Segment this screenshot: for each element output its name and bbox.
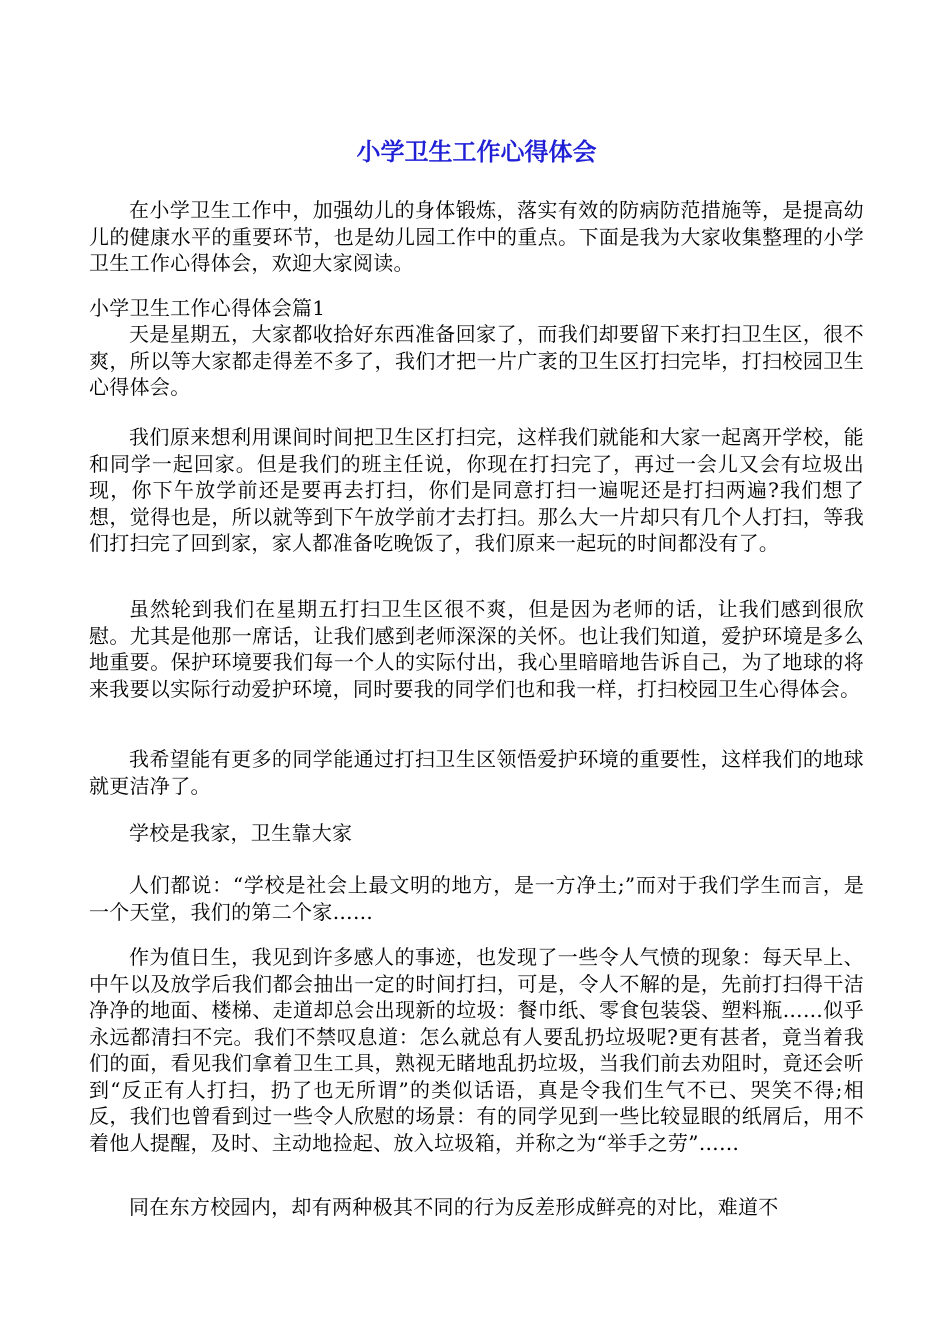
document-page [89, 0, 864, 1344]
intro-paragraph: 在小学卫生工作中，加强幼儿的身体锻炼，落实有效的防病防范措施等，是提高幼儿的健康水平的重要环节，也是幼儿园工作中的重点。下面是我为大家收集整理的小学卫生工作心得体会，欢迎大家阅读。 [89, 198, 864, 275]
subheading-paragraph: 学校是我家，卫生靠大家 [129, 821, 353, 845]
document-title: 小学卫生工作心得体会 [356, 138, 597, 166]
section-heading: 小学卫生工作心得体会篇1 [89, 296, 326, 320]
body-paragraph: 同在东方校园内，却有两种极其不同的行为反差形成鲜亮的对比，难道不 [129, 1195, 779, 1219]
body-paragraph: 人们都说：“学校是社会上最文明的地方，是一方净土;”而对于我们学生而言，是一个天堂，我们的第二个家…… [89, 873, 864, 924]
body-paragraph: 天是星期五，大家都收拾好东西准备回家了，而我们却要留下来打扫卫生区，很不爽，所以等大家都走得差不多了，我们才把一片广袤的卫生区打扫完毕，打扫校园卫生心得体会。 [89, 322, 864, 399]
body-paragraph: 作为值日生，我见到许多感人的事迹，也发现了一些令人气愤的现象：每天早上、中午以及放学后我们都会抽出一定的时间打扫，可是，令人不解的是，先前打扫得干洁净净的地面、楼梯、走道却总会出现新的垃圾：餐巾纸、零食包装袋、塑料瓶……似乎永远都清扫不完。我们不禁叹息道：怎么就总有人要乱扔垃圾呢?更有甚者，竟当着我们的面，看见我们拿着卫生工具，熟视无睹地乱扔垃圾，当我们前去劝阻时，竟还会听到“反正有人打扫，扔了也无所谓”的类似话语，真是令我们生气不已、哭笑不得;相反，我们也曾看到过一些令人欣慰的场景：有的同学见到一些比较显眼的纸屑后，用不着他人提醒，及时、主动地捡起、放入垃圾箱，并称之为“举手之劳”…… [89, 945, 864, 1155]
body-paragraph: 我希望能有更多的同学能通过打扫卫生区领悟爱护环境的重要性，这样我们的地球就更洁净了。 [89, 747, 864, 798]
body-paragraph: 我们原来想利用课间时间把卫生区打扫完，这样我们就能和大家一起离开学校，能和同学一起回家。但是我们的班主任说，你现在打扫完了，再过一会儿又会有垃圾出现，你下午放学前还是要再去打扫，你们是同意打扫一遍呢还是打扫两遍?我们想了想，觉得也是，所以就等到下午放学前才去打扫。那么大一片却只有几个人打扫，等我们打扫完了回到家，家人都准备吃晚饭了，我们原来一起玩的时间都没有了。 [89, 425, 864, 555]
body-paragraph: 虽然轮到我们在星期五打扫卫生区很不爽，但是因为老师的话，让我们感到很欣慰。尤其是他那一席话，让我们感到老师深深的关怀。也让我们知道，爱护环境是多么地重要。保护环境要我们每一个人的实际付出，我心里暗暗地告诉自己，为了地球的将来我要以实际行动爱护环境，同时要我的同学们也和我一样，打扫校园卫生心得体会。 [89, 597, 864, 701]
